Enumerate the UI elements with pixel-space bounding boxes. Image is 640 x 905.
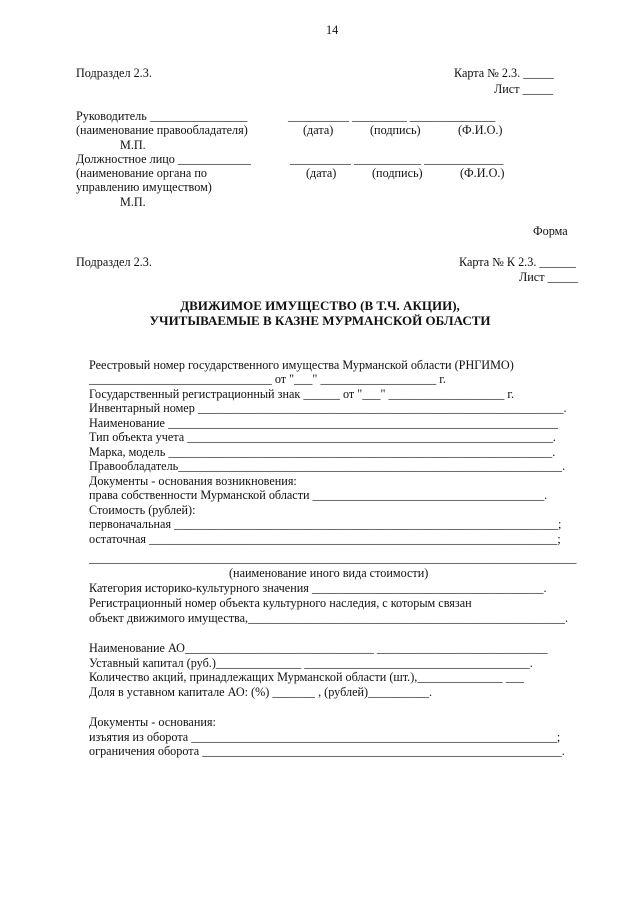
official-description-1: (наименование органа по — [76, 166, 207, 180]
head-signature-line: Руководитель ________________ — [76, 109, 248, 123]
field-share-percent: Доля в уставном капитале АО: (%) _______ , (рублей)__________. — [89, 685, 433, 699]
field-rightholder: Правообладатель_______________________________________________________________. — [89, 459, 566, 473]
field-brand-model: Марка, модель _______________________________________________________________. — [89, 445, 556, 459]
field-share-count: Количество акций, принадлежащих Мурманской области (шт.),______________ ___ — [89, 670, 524, 684]
field-registration-sign: Государственный регистрационный знак ______ от "___" ___________________ г. — [89, 387, 515, 401]
date-label-2: (дата) — [306, 166, 337, 180]
page-number: 14 — [326, 23, 339, 37]
field-withdrawal: изъятия из оборота ____________________________________________________________; — [89, 730, 561, 744]
field-object-type: Тип объекта учета ____________________________________________________________. — [89, 430, 556, 444]
top-card-number: Карта № 2.3. _____ — [454, 66, 554, 80]
form-card-number: Карта № К 2.3. ______ — [459, 255, 576, 269]
field-inventory-number: Инвентарный номер ____________________________________________________________. — [89, 401, 567, 415]
signature-label-1: (подпись) — [370, 123, 421, 137]
field-cost-header: Стоимость (рублей): — [89, 503, 196, 517]
form-title-line-1: ДВИЖИМОЕ ИМУЩЕСТВО (В Т.Ч. АКЦИИ), — [180, 298, 460, 313]
field-other-cost-caption: (наименование иного вида стоимости) — [229, 566, 429, 580]
field-residual-cost: остаточная ___________________________________________________________________; — [89, 532, 561, 546]
official-signature-line: Должностное лицо ____________ — [76, 152, 252, 166]
stamp-label-1: М.П. — [120, 138, 146, 152]
field-heritage-number: Регистрационный номер объекта культурного наследия, с которым связан — [89, 596, 472, 610]
field-registry-date: ______________________________ от "___" ___________________ г. — [89, 372, 446, 386]
field-ao-name: Наименование АО_______________________________ ____________________________ — [89, 641, 548, 655]
head-blank-lines: __________ _________ ______________ — [288, 109, 496, 123]
top-sheet: Лист _____ — [494, 82, 554, 96]
top-subsection: Подраздел 2.3. — [76, 66, 152, 80]
form-label: Форма — [533, 224, 568, 238]
form-title-line-2: УЧИТЫВАЕМЫЕ В КАЗНЕ МУРМАНСКОЙ ОБЛАСТИ — [149, 313, 491, 328]
field-cultural-category: Категория историко-культурного значения ______________________________________. — [89, 581, 547, 595]
field-other-cost-line: ________________________________________________________________________________ — [89, 551, 577, 565]
field-ownership-right: права собственности Мурманской области ______________________________________. — [89, 488, 548, 502]
field-documents-basis: Документы - основания: — [89, 715, 216, 729]
fio-label-1: (Ф.И.О.) — [458, 123, 503, 137]
stamp-label-2: М.П. — [120, 195, 146, 209]
fio-label-2: (Ф.И.О.) — [460, 166, 505, 180]
field-charter-capital: Уставный капитал (руб.)______________ _____________________________________. — [89, 656, 533, 670]
form-sheet: Лист _____ — [519, 270, 579, 284]
signature-label-2: (подпись) — [372, 166, 423, 180]
field-documents-header: Документы - основания возникновения: — [89, 474, 297, 488]
field-registry-number: Реестровый номер государственного имущества Мурманской области (РНГИМО) — [89, 358, 514, 372]
date-label-1: (дата) — [303, 123, 334, 137]
field-name: Наименование ________________________________________________________________ — [89, 416, 558, 430]
official-blank-lines: __________ ___________ _____________ — [290, 152, 504, 166]
field-initial-cost: первоначальная _______________________________________________________________; — [89, 517, 562, 531]
field-movable-property: объект движимого имущества,____________________________________________________. — [89, 611, 569, 625]
official-description-2: управлению имуществом) — [76, 180, 212, 194]
form-subsection: Подраздел 2.3. — [76, 255, 152, 269]
head-description: (наименование правообладателя) — [76, 123, 248, 137]
field-restriction: ограничения оборота ___________________________________________________________. — [89, 744, 565, 758]
